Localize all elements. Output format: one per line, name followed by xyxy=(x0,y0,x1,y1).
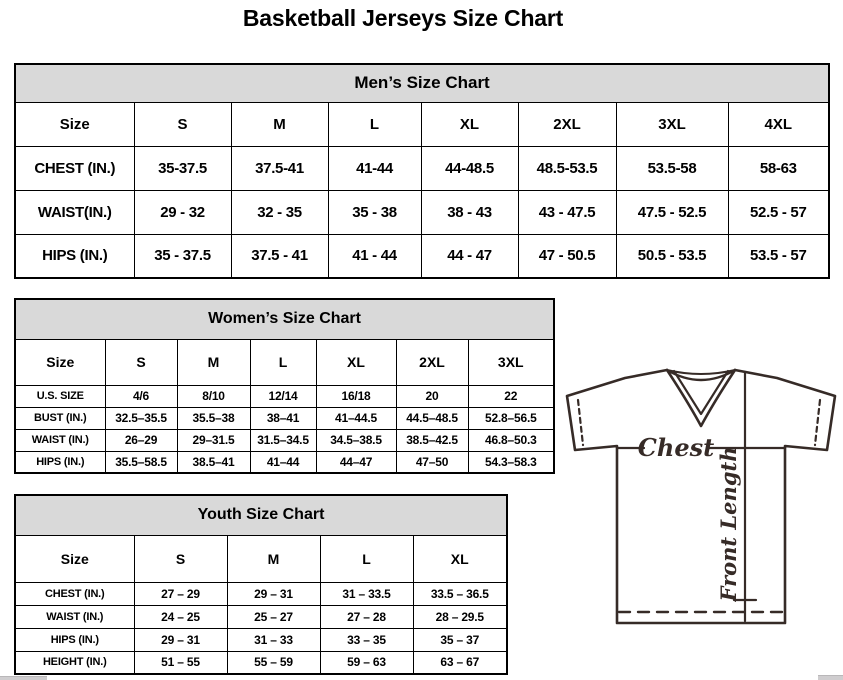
cell: 50.5 - 53.5 xyxy=(616,234,728,278)
mens-col-2xl: 2XL xyxy=(518,102,616,146)
table-row xyxy=(15,451,554,473)
youth-col-xl: XL xyxy=(413,535,507,582)
jersey-measurement-diagram xyxy=(555,360,843,679)
cell: 47–50 xyxy=(396,451,468,473)
mens-col-m: M xyxy=(231,102,328,146)
cell: 41-44 xyxy=(328,146,421,190)
mens-col-l: L xyxy=(328,102,421,146)
womens-col-2xl: 2XL xyxy=(396,339,468,385)
row-label: U.S. SIZE xyxy=(15,385,105,407)
cell: 35 – 37 xyxy=(413,628,507,651)
mens-col-s: S xyxy=(134,102,231,146)
cell: 41–44.5 xyxy=(316,407,396,429)
table-row xyxy=(15,385,554,407)
row-label: WAIST (IN.) xyxy=(15,605,134,628)
cell: 33 – 35 xyxy=(320,628,413,651)
womens-size-chart-table xyxy=(14,298,555,474)
cell: 35.5–58.5 xyxy=(105,451,177,473)
cell: 38 - 43 xyxy=(421,190,518,234)
cell: 29 – 31 xyxy=(227,582,320,605)
cell: 34.5–38.5 xyxy=(316,429,396,451)
horizontal-scrollbar-fragment-left[interactable] xyxy=(0,676,47,680)
mens-col-size: Size xyxy=(15,102,134,146)
cell: 28 – 29.5 xyxy=(413,605,507,628)
table-row xyxy=(15,146,829,190)
cell: 48.5-53.5 xyxy=(518,146,616,190)
mens-col-xl: XL xyxy=(421,102,518,146)
jersey-outline xyxy=(567,370,835,623)
table-row xyxy=(15,651,507,674)
cell: 29 - 32 xyxy=(134,190,231,234)
womens-col-s: S xyxy=(105,339,177,385)
cell: 16/18 xyxy=(316,385,396,407)
youth-col-m: M xyxy=(227,535,320,582)
womens-col-size: Size xyxy=(15,339,105,385)
mens-table-title: Men’s Size Chart xyxy=(15,64,829,102)
cell: 46.8–50.3 xyxy=(468,429,554,451)
youth-col-l: L xyxy=(320,535,413,582)
cell: 31.5–34.5 xyxy=(250,429,316,451)
cell: 31 – 33 xyxy=(227,628,320,651)
cell: 33.5 – 36.5 xyxy=(413,582,507,605)
youth-size-chart-table xyxy=(14,494,508,675)
cell: 53.5-58 xyxy=(616,146,728,190)
youth-col-s: S xyxy=(134,535,227,582)
cell: 54.3–58.3 xyxy=(468,451,554,473)
table-row xyxy=(15,429,554,451)
mens-col-4xl: 4XL xyxy=(728,102,829,146)
table-row xyxy=(15,582,507,605)
cell: 47.5 - 52.5 xyxy=(616,190,728,234)
cell: 35.5–38 xyxy=(177,407,250,429)
table-row xyxy=(15,628,507,651)
row-label: WAIST (IN.) xyxy=(15,429,105,451)
table-row xyxy=(15,234,829,278)
horizontal-scrollbar-fragment-right[interactable] xyxy=(818,675,843,680)
cell: 38–41 xyxy=(250,407,316,429)
cell: 37.5 - 41 xyxy=(231,234,328,278)
cell: 43 - 47.5 xyxy=(518,190,616,234)
row-label: CHEST (IN.) xyxy=(15,582,134,605)
cell: 44.5–48.5 xyxy=(396,407,468,429)
table-row xyxy=(15,190,829,234)
cell: 31 – 33.5 xyxy=(320,582,413,605)
mens-size-chart-table xyxy=(14,63,830,279)
row-label: WAIST(IN.) xyxy=(15,190,134,234)
cell: 59 – 63 xyxy=(320,651,413,674)
cell: 63 – 67 xyxy=(413,651,507,674)
youth-table-title: Youth Size Chart xyxy=(15,495,507,535)
cell: 55 – 59 xyxy=(227,651,320,674)
cell: 24 – 25 xyxy=(134,605,227,628)
cell: 35 - 37.5 xyxy=(134,234,231,278)
womens-col-l: L xyxy=(250,339,316,385)
womens-col-m: M xyxy=(177,339,250,385)
cell: 27 – 28 xyxy=(320,605,413,628)
cell: 32 - 35 xyxy=(231,190,328,234)
cell: 35-37.5 xyxy=(134,146,231,190)
cell: 22 xyxy=(468,385,554,407)
cell: 4/6 xyxy=(105,385,177,407)
cell: 58-63 xyxy=(728,146,829,190)
cell: 29–31.5 xyxy=(177,429,250,451)
cell: 47 - 50.5 xyxy=(518,234,616,278)
cell: 8/10 xyxy=(177,385,250,407)
mens-col-3xl: 3XL xyxy=(616,102,728,146)
cell: 38.5–41 xyxy=(177,451,250,473)
row-label: HIPS (IN.) xyxy=(15,628,134,651)
cell: 44-48.5 xyxy=(421,146,518,190)
cell: 20 xyxy=(396,385,468,407)
row-label: HEIGHT (IN.) xyxy=(15,651,134,674)
front-length-label: Front Length xyxy=(716,446,741,602)
womens-table-title: Women’s Size Chart xyxy=(15,299,554,339)
cell: 32.5–35.5 xyxy=(105,407,177,429)
cell: 26–29 xyxy=(105,429,177,451)
cell: 53.5 - 57 xyxy=(728,234,829,278)
cell: 41–44 xyxy=(250,451,316,473)
page-title: Basketball Jerseys Size Chart xyxy=(242,5,564,31)
row-label: HIPS (IN.) xyxy=(15,451,105,473)
cell: 35 - 38 xyxy=(328,190,421,234)
cell: 51 – 55 xyxy=(134,651,227,674)
row-label: HIPS (IN.) xyxy=(15,234,134,278)
cell: 52.8–56.5 xyxy=(468,407,554,429)
chest-label: Chest xyxy=(637,433,715,462)
table-row xyxy=(15,407,554,429)
cell: 44–47 xyxy=(316,451,396,473)
womens-col-3xl: 3XL xyxy=(468,339,554,385)
row-label: BUST (IN.) xyxy=(15,407,105,429)
cell: 44 - 47 xyxy=(421,234,518,278)
cell: 25 – 27 xyxy=(227,605,320,628)
row-label: CHEST (IN.) xyxy=(15,146,134,190)
cell: 12/14 xyxy=(250,385,316,407)
cell: 27 – 29 xyxy=(134,582,227,605)
cell: 41 - 44 xyxy=(328,234,421,278)
cell: 37.5-41 xyxy=(231,146,328,190)
cell: 52.5 - 57 xyxy=(728,190,829,234)
youth-col-size: Size xyxy=(15,535,134,582)
cell: 29 – 31 xyxy=(134,628,227,651)
table-row xyxy=(15,605,507,628)
womens-col-xl: XL xyxy=(316,339,396,385)
cell: 38.5–42.5 xyxy=(396,429,468,451)
